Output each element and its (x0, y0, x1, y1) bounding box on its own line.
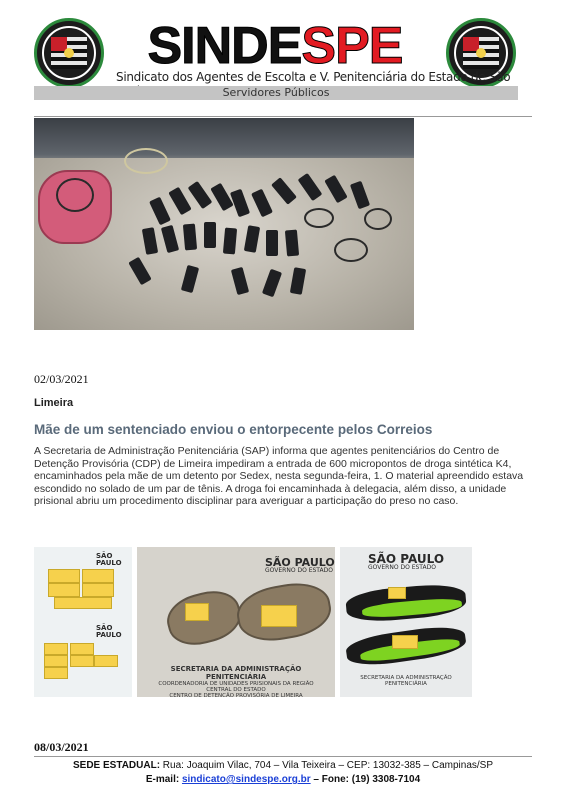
sao-paulo-stamp: SÃO PAULO (96, 624, 122, 639)
state-seal-left-icon (34, 18, 104, 88)
caption-line: COORDENADORIA DE UNIDADES PRISIONAIS DA REGIÃO CENTRAL DO ESTADO (158, 681, 314, 693)
header-subtitle: Servidores Públicos (34, 86, 518, 100)
footer-address: SEDE ESTADUAL: Rua: Joaquim Vilac, 704 – Vila Teixeira – CEP: 13032-385 – Campinas/SP (72, 760, 494, 771)
caption-line: SECRETARIA DA ADMINISTRAÇÃO PENITENCIÁRIA (360, 675, 452, 687)
caption-line: CENTRO DE DETENÇÃO PROVISÓRIA DE LIMEIRA (169, 693, 303, 697)
footer-contact: E-mail: sindicato@sindespe.org.br – Fone: (19) 3308-7104 (145, 774, 421, 785)
article-date: 08/03/2021 (34, 740, 89, 754)
page-header (30, 18, 520, 102)
sneakers-photo (340, 547, 472, 697)
header-divider (34, 116, 532, 117)
shoe-soles-photo (137, 547, 335, 697)
sao-paulo-stamp: SÃO PAULO GOVERNO DO ESTADO (265, 556, 335, 574)
footer-divider (34, 756, 532, 757)
article-headline: Mãe de um sentenciado enviou o entorpecente pelos Correios (34, 422, 433, 437)
caption-line: SECRETARIA DA ADMINISTRAÇÃO PENITENCIÁRIA (170, 665, 302, 681)
seized-phones-photo (34, 118, 414, 330)
seized-drug-sheets-photo (34, 547, 132, 697)
sao-paulo-stamp: SÃO PAULO GOVERNO DO ESTADO (368, 552, 445, 571)
article-date: 02/03/2021 (34, 372, 89, 386)
sindespe-logo: SINDESPE (147, 17, 403, 75)
email-link[interactable]: sindicato@sindespe.org.br (181, 774, 311, 785)
article-location: Limeira (34, 397, 74, 409)
sao-paulo-stamp: SÃO PAULO (96, 552, 122, 567)
organization-name: Sindicato dos Agentes de Escolta e V. Penitenciária do Estado de São (116, 70, 511, 84)
article-body: A Secretaria de Administração Penitenciária (SAP) informa que agentes penitenciários do Centro de Detenção Provisória (CDP) de Limeira impediram a entrada de 600 micropontos de droga sintética K4, encaminhados pela mãe de um detento por Sedex, nesta segunda-feira, 1. O material apreendido estava escondido no solado de um par de tênis. A droga foi encaminhada à delegacia, além disso, a unidade prisional abriu um procedimento disciplinar para averiguar a participação do preso no caso. (34, 445, 524, 507)
